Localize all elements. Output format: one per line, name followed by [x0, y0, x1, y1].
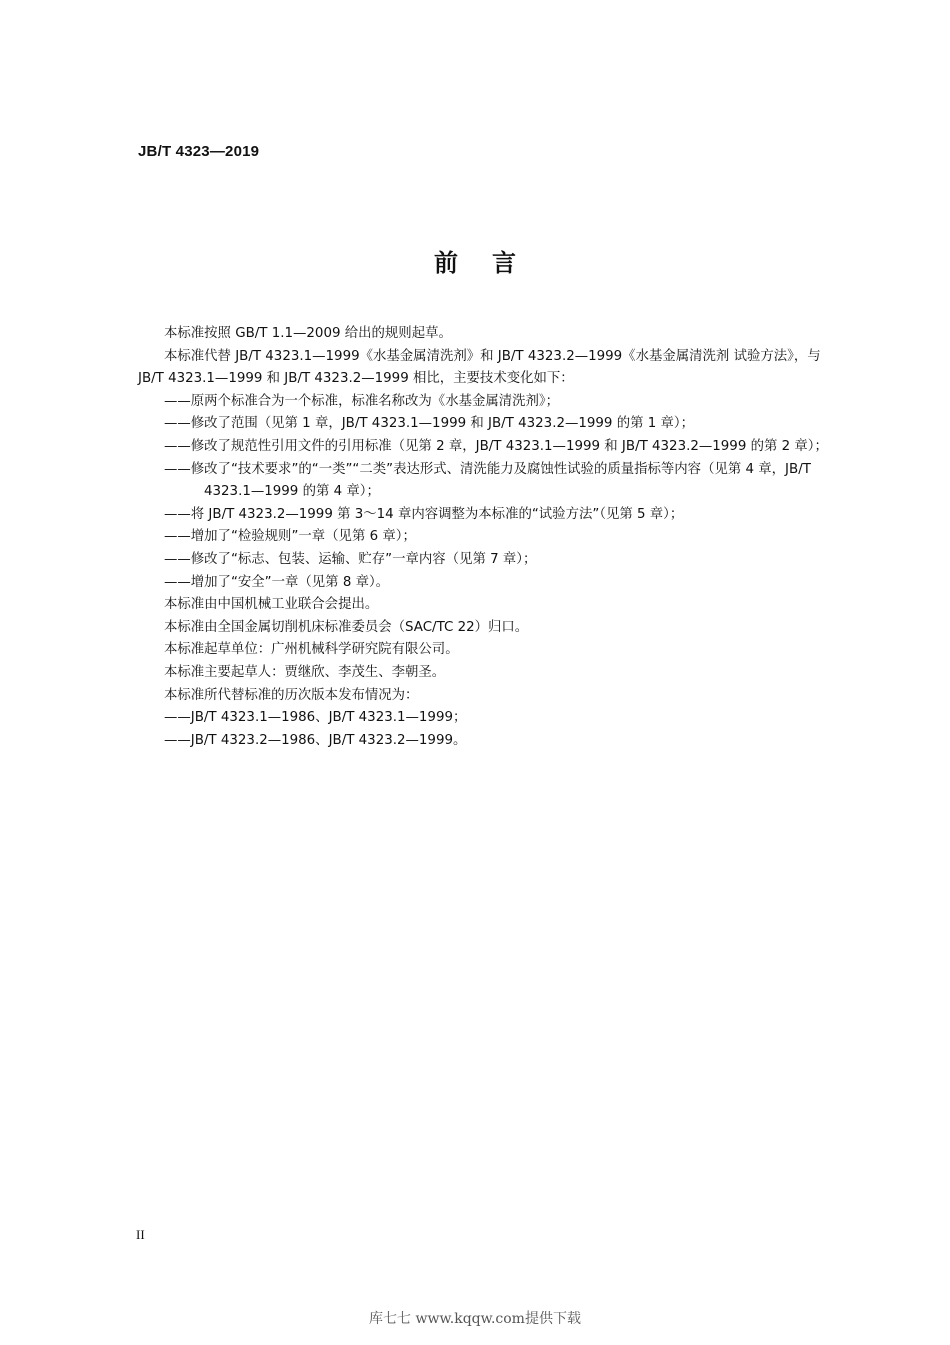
change-item: ——修改了“技术要求”的“一类”“二类”表达形式、清洗能力及腐蚀性试验的质量指标等内容（见第 4 章，JB/T 4323.1—1999 的第 4 章）；: [164, 461, 811, 500]
history-item: ——JB/T 4323.2—1986、JB/T 4323.2—1999。: [164, 732, 467, 748]
change-item: ——修改了范围（见第 1 章，JB/T 4323.1—1999 和 JB/T 4323.2—1999 的第 1 章）；: [164, 416, 694, 432]
page-title: 前言: [434, 249, 550, 277]
info-drafting-unit: 本标准起草单位：广州机械科学研究院有限公司。: [164, 642, 459, 658]
change-item: ——增加了“安全”一章（见第 8 章）。: [164, 574, 390, 590]
paragraph-drafting-rules: 本标准按照 GB/T 1.1—2009 给出的规则起草。: [164, 326, 452, 341]
download-watermark: 库七七 www.kqqw.com提供下载: [369, 1311, 581, 1327]
change-item: ——将 JB/T 4323.2—1999 第 3～14 章内容调整为本标准的“试验方法”（见第 5 章）；: [164, 506, 684, 522]
history-item: ——JB/T 4323.1—1986、JB/T 4323.1—1999；: [164, 710, 467, 726]
info-drafters: 本标准主要起草人：贾继欣、李茂生、李朝圣。: [164, 664, 446, 680]
change-item: ——原两个标准合为一个标准，标准名称改为《水基金属清洗剂》；: [164, 393, 560, 409]
info-history-intro: 本标准所代替标准的历次版本发布情况为：: [164, 687, 419, 703]
standard-code: JB/T 4323—2019: [138, 143, 260, 160]
foreword-body: [138, 323, 850, 752]
change-item: ——增加了“检验规则”一章（见第 6 章）；: [164, 529, 416, 545]
change-item: ——修改了规范性引用文件的引用标准（见第 2 章，JB/T 4323.1—1999 和 JB/T 4323.2—1999 的第 2 章）；: [164, 438, 828, 454]
info-proposer: 本标准由中国机械工业联合会提出。: [164, 597, 379, 613]
change-item: ——修改了“标志、包装、运输、贮存”一章内容（见第 7 章）；: [164, 551, 537, 567]
paragraph-replacement: 本标准代替 JB/T 4323.1—1999《水基金属清洗剂》和 JB/T 4323.2—1999《水基金属清洗剂 试验方法》，与 JB/T 4323.1—1999 和 JB/T 4323.2—1999 相比，主要技术变化如下：: [138, 348, 821, 387]
info-committee: 本标准由全国金属切削机床标准委员会（SAC/TC 22）归口。: [164, 619, 529, 635]
page-number: II: [136, 1227, 145, 1242]
